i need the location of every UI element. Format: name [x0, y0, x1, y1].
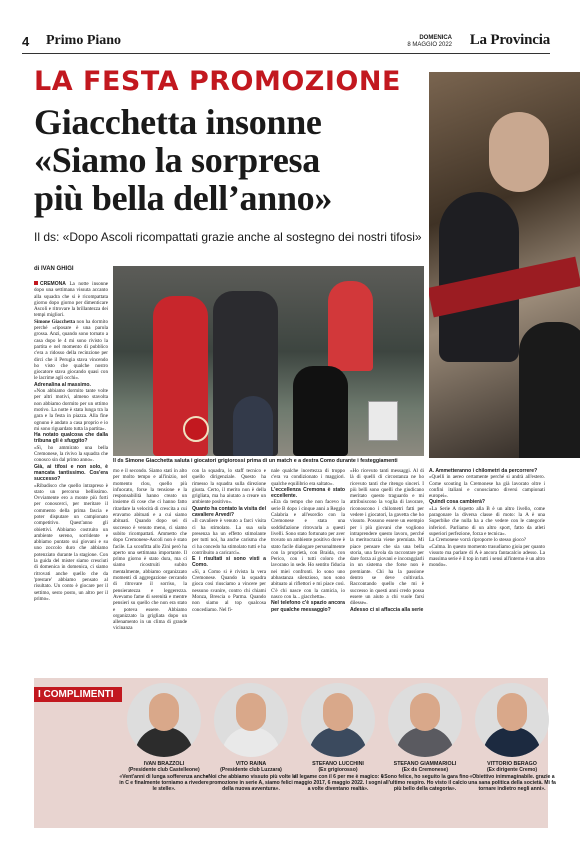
interview-question: L'eccellenza Cremona è stato eccellente. [271, 486, 345, 500]
photo-player [328, 281, 373, 371]
person-quote: «Obiettivo inimmaginabile. grazie a una sana politica della società. Mi fa tornare indietro negli anni». [468, 774, 556, 793]
interview-question: Quindi cosa cambierà? [429, 499, 486, 506]
body-paragraph: nale qualche incertezza di troppo c'era va condizionato i maggiori. qualche equilibrio era saltato». [271, 468, 345, 487]
portrait-head [497, 693, 527, 731]
dateline-city: CREMONA [40, 281, 66, 287]
interview-question: A. Ammetteranno i chilometri da percorrere? [429, 468, 538, 474]
main-photo [113, 266, 424, 456]
portrait-body [222, 727, 280, 757]
person-quote: «Il legame con il 6 per me è magico: 6 maggio 2017, 6 maggio 2022. I sogni a volte diventano realtà». [292, 774, 384, 793]
body-paragraph: con la squadra, lo staff tecnico e quello dirigenziale. Questo ha rimesso la squadra sulla direzione giusta. Certo, il merito non è della grigliata, ma ha aiutato a creare un ambiente positivo». [192, 468, 266, 506]
interview-question: E i risultati si sono visti a Como. [192, 556, 266, 569]
interview-question: Adesso ci si affaccia alla serie [350, 606, 424, 613]
paragraph-text: La notte insonne dopo una settimana vissuta accanto alla squadra che si è ricompattata giorno dopo giorno per dimenticare Ascoli e ritrovare la brillantezza dei tempi migliori. [34, 281, 109, 319]
portrait-body [396, 727, 454, 757]
person-name: STEFANO LUCCHINI [312, 761, 364, 767]
interview-question: Adrenalina al massimo. [34, 381, 91, 388]
portrait-head [149, 693, 179, 731]
sponsor-board [368, 401, 398, 441]
person-quote: «Sono felice, ho seguito la gara fino all'ultimo respiro. Ho visto il calcio più bello della categoria». [381, 774, 469, 793]
article-column-4 [271, 468, 345, 613]
person-role: (Ex grigiorosso) [318, 767, 358, 773]
photo-person [233, 396, 273, 456]
compliment-person [466, 683, 558, 792]
article-column-5 [350, 468, 424, 613]
page-header [22, 34, 550, 54]
portrait-photo [214, 683, 288, 757]
person-role: (Ex dirigente Cremo) [486, 767, 538, 773]
article-column-1 [34, 281, 108, 602]
compliment-person [118, 683, 210, 792]
lead-square-icon [34, 281, 38, 285]
person-name: VITO RAINA [235, 761, 267, 767]
masthead: La Provincia [469, 32, 550, 48]
body-paragraph: «Calma. In questo momento trasudiamo gioia per quanto vissuto ma parlare di A è ancora fantacalcio adesso. La massima serie è il top in tutti i sensi all'interno è un altro mondo». [429, 543, 545, 569]
portrait-head [410, 693, 440, 731]
portrait-head [236, 693, 266, 731]
interview-question: Quanto ha contato la visita del cavaliere Arvedi? [192, 505, 266, 519]
issue-day: DOMENICA [419, 35, 452, 41]
body-paragraph: «Sì, ho ammirato una bella Cremonese, la rivivo la squadra che conosco sin dal primo anno». [34, 444, 108, 464]
person-name: STEFANO GIAMMARIOLI [393, 761, 457, 767]
article-column-6 [429, 468, 545, 569]
article-column-3 [192, 468, 266, 613]
portrait-photo [127, 683, 201, 757]
compliment-person [379, 683, 471, 792]
headline-line: più bella dell’anno» [34, 178, 333, 218]
paragraph-text: non ha dormito perché «riposare è una parola grossa. Anzi, quando sono tornato a casa dopo le 4 mi sono rivisto la partita e nel momento di pubblico c'era a ridosso della recinzione per dirci che il Perugia stava vincendo ho visto che qualche nostro giocatore stava giocando quasi con le lacrime agli occhi». [34, 318, 108, 382]
compliment-person [292, 683, 384, 792]
compliment-person [205, 683, 297, 792]
club-logo-icon [183, 416, 209, 442]
body-paragraph: «Ho ricevuto tanti messaggi. Al di là di quelli di circostanza ne ho ricevuto tanti che ritengo sinceri. I più belli sono quelli che giudicano meritato questo traguardo e mi attribuiscono la voglia di lavorare, riconoscono i chilometri fatti per vedere i giocatori, la gavetta che ho vissuto. Possono essere un esempio per i più giovani che vogliono intraprendere questo lavoro, perché la meritocrazia viene premiata. Mi piace pensare che sia una bella storia, una favola da raccontare per dare forza ai giovani e incoraggiarli in un sistema che forse non è premiante. Chi ha la passione dentro se deve coltivarla. Raccontando quello che mi è successo in questi anni credo possa essere un aiuto a chi vuole farsi dilesse». [350, 468, 424, 607]
article-kicker: LA FESTA PROMOZIONE [34, 66, 401, 97]
interview-question: Ha notato qualcosa che dalla tribuna gli è sfuggito? [34, 432, 108, 445]
fans-celebration-photo [429, 72, 580, 458]
page-number: 4 [22, 34, 30, 49]
person-quote: «Vent'anni di lunga sofferenza anche in C e finalmente torniamo a rivedere le stelle». [119, 774, 209, 793]
body-paragraph: «Non abbiamo dormito tante volte per altri motivi, almeno stavolta non abbiamo dormito per un ottimo motivo. La notte è stata lunga tra la gara e la festa in piazza. Alla fine ognuno è andato a casa proprio e io mi sono riguardato tutta la partita». [34, 388, 108, 432]
section-name: Primo Piano [46, 33, 122, 48]
lead-paragraph [34, 281, 108, 319]
person-role: (Ex ds Cremonese) [401, 767, 449, 773]
compliments-title: I COMPLIMENTI [34, 687, 122, 702]
issue-date-text: 8 MAGGIO 2022 [407, 42, 452, 48]
article-subhead: Il ds: «Dopo Ascoli ricompattati grazie anche al sostegno dei nostri tifosi» [34, 230, 422, 244]
person-role: (Presidente club Luzzara) [220, 767, 282, 773]
portrait-photo [388, 683, 462, 757]
body-paragraph: La Cremonese vorrà riproporre lo stesso gioco? [429, 537, 527, 544]
photo-caption: Il ds Simone Giacchetta saluta i giocatori grigiorossi prima di un match e a destra Como durante i festeggiamenti [113, 458, 398, 464]
person-name-inline: Simone Giacchetta [34, 318, 76, 325]
interview-question: Nel telefono c'è spazio ancora per qualche messaggio? [271, 600, 345, 613]
person-name: VITTORIO BERAGO [487, 761, 537, 767]
compliments-box [34, 678, 556, 828]
headline-line: «Siamo la sorpresa [34, 140, 320, 180]
body-paragraph: «Era da tempo che non facevo la serie B dopo i cinque anni a Reggio Calabria e all'esordio con la Cremonese e stata una soddisfazione ritrovarla a questi livelli. Sono stato fortunato per aver trovato un ambiente positivo dove è stato facile dialogare personalmente con la proprietà, con Braida, con Perico, con i tutti coloro che lavorano in sede. Ho sentito fiducia nei miei confronti. Io sono uno abbastanza silenzioso, non sono abituato ai riflettori e mi piace così. C'è chi nasce con la camicia, io nasco con la... giacchetta». [271, 499, 345, 600]
body-paragraph: «Ribadisco che quello intrapreso è stato un percorso bellissimo. Ovviamente ero a monte più forti per conoscerci, per meritare il commento della prima fascia e poter disputare un campionato competitivo. Quest'anno gli obiettivi. Abbiamo costruito un ambiente sereno, sorridente e abbiamo puntato sui giovani e su uno zoccolo duro che abbiamo potenziato durante la stagione. Con la guida del mister siamo cresciuti di domenica in domenica, ci siamo ritrovati anche quello che da 'prestare' abbiamo pensato al risultato. Un conto è giocare per il settimo, sesto posto, un altro per il primo». [34, 482, 108, 602]
photo-player [293, 366, 348, 456]
body-paragraph: «Quelli in aereo certamente perché si andrà all'estero. Come scouting la Cremonese ha già lavorato oltre i confini italiani e conosciamo diversi campionati europei». [429, 474, 545, 500]
person-role: (Presidente club Castelleone) [128, 767, 200, 773]
person-quote: «Noi che abbiamo vissuto più volte la promozione in serie A, siamo felici della nuova avventura». [205, 774, 297, 793]
portrait-body [483, 727, 541, 757]
body-paragraph [34, 319, 108, 382]
body-paragraph: mo e il secondo. Siamo stati in alto per molto tempo e all'inizio, nel momento clou, quello più infuocato, forse la tensione e la responsabilità hanno creato un insieme di cose che ci hanno fatto ritardare la velocità di crescita a cui eravamo abituati e a cui siamo abituati. Quando dopo sei di successo è venuto meno, ci siamo subito ricompattati. Ammetto che dopo Cremonese-Ascoli non è stato facile. La sconfitta allo Zini però ha aperto una settimana importante. Il primo giorno è stato dura, ma ci siamo ricostruiti subito mentalmente, abbiamo organizzato momenti di aggregazione cercando di ritrovare il sorriso, la pensieratezza e leggerezza. Avevamo fame di serenità e mentre pensieri su quello che non era stato e poteva essere. Abbiamo organizzato la grigliata dopo un allenamento in un clima di grande vicinanza [113, 468, 187, 632]
article-column-2 [113, 468, 187, 632]
interview-question: Già, ai tifosi e non solo, è mancata tantissimo. Cos'era successo? [34, 463, 108, 483]
issue-date [407, 35, 452, 49]
body-paragraph: «La Serie A rispetto alla B è un altro livello, come paragonare la diversa classe di moto: la A è una Superbike che nulla ha a che vedere con le categorie inferiori. Parliamo di un altro sport, fatto da atleti superiori perfezione, forza e tecnica». [429, 505, 545, 537]
photo-figure [489, 112, 549, 192]
byline: di IVAN GHIGI [34, 266, 74, 272]
portrait-head [323, 693, 353, 731]
portrait-body [309, 727, 367, 757]
article-headline [34, 103, 434, 217]
portrait-photo [475, 683, 549, 757]
portrait-body [135, 727, 193, 757]
body-paragraph: «Sì, a Como si è rivista la vera Cremonese. Quando la squadra gioca così riusciamo a vincere per nessuno svanire, contro chi chiami Monza, Brescia o Parma. Quando non siamo al top qualcosa concediamo. Nel fi- [192, 568, 266, 613]
headline-line: Giacchetta insonne [34, 102, 322, 142]
person-name: IVAN BRAZZOLI [143, 761, 185, 767]
photo-figure [519, 322, 580, 458]
body-paragraph: «Il cavaliere è venuto a farci visita ci ha stimolato. La sua sola presenza ha un effetto stimolante per tutti noi, ha anche carisma che ci ha concedo ha stimolato tutti e ha contribuito a caricarci». [192, 518, 266, 556]
portrait-photo [301, 683, 375, 757]
